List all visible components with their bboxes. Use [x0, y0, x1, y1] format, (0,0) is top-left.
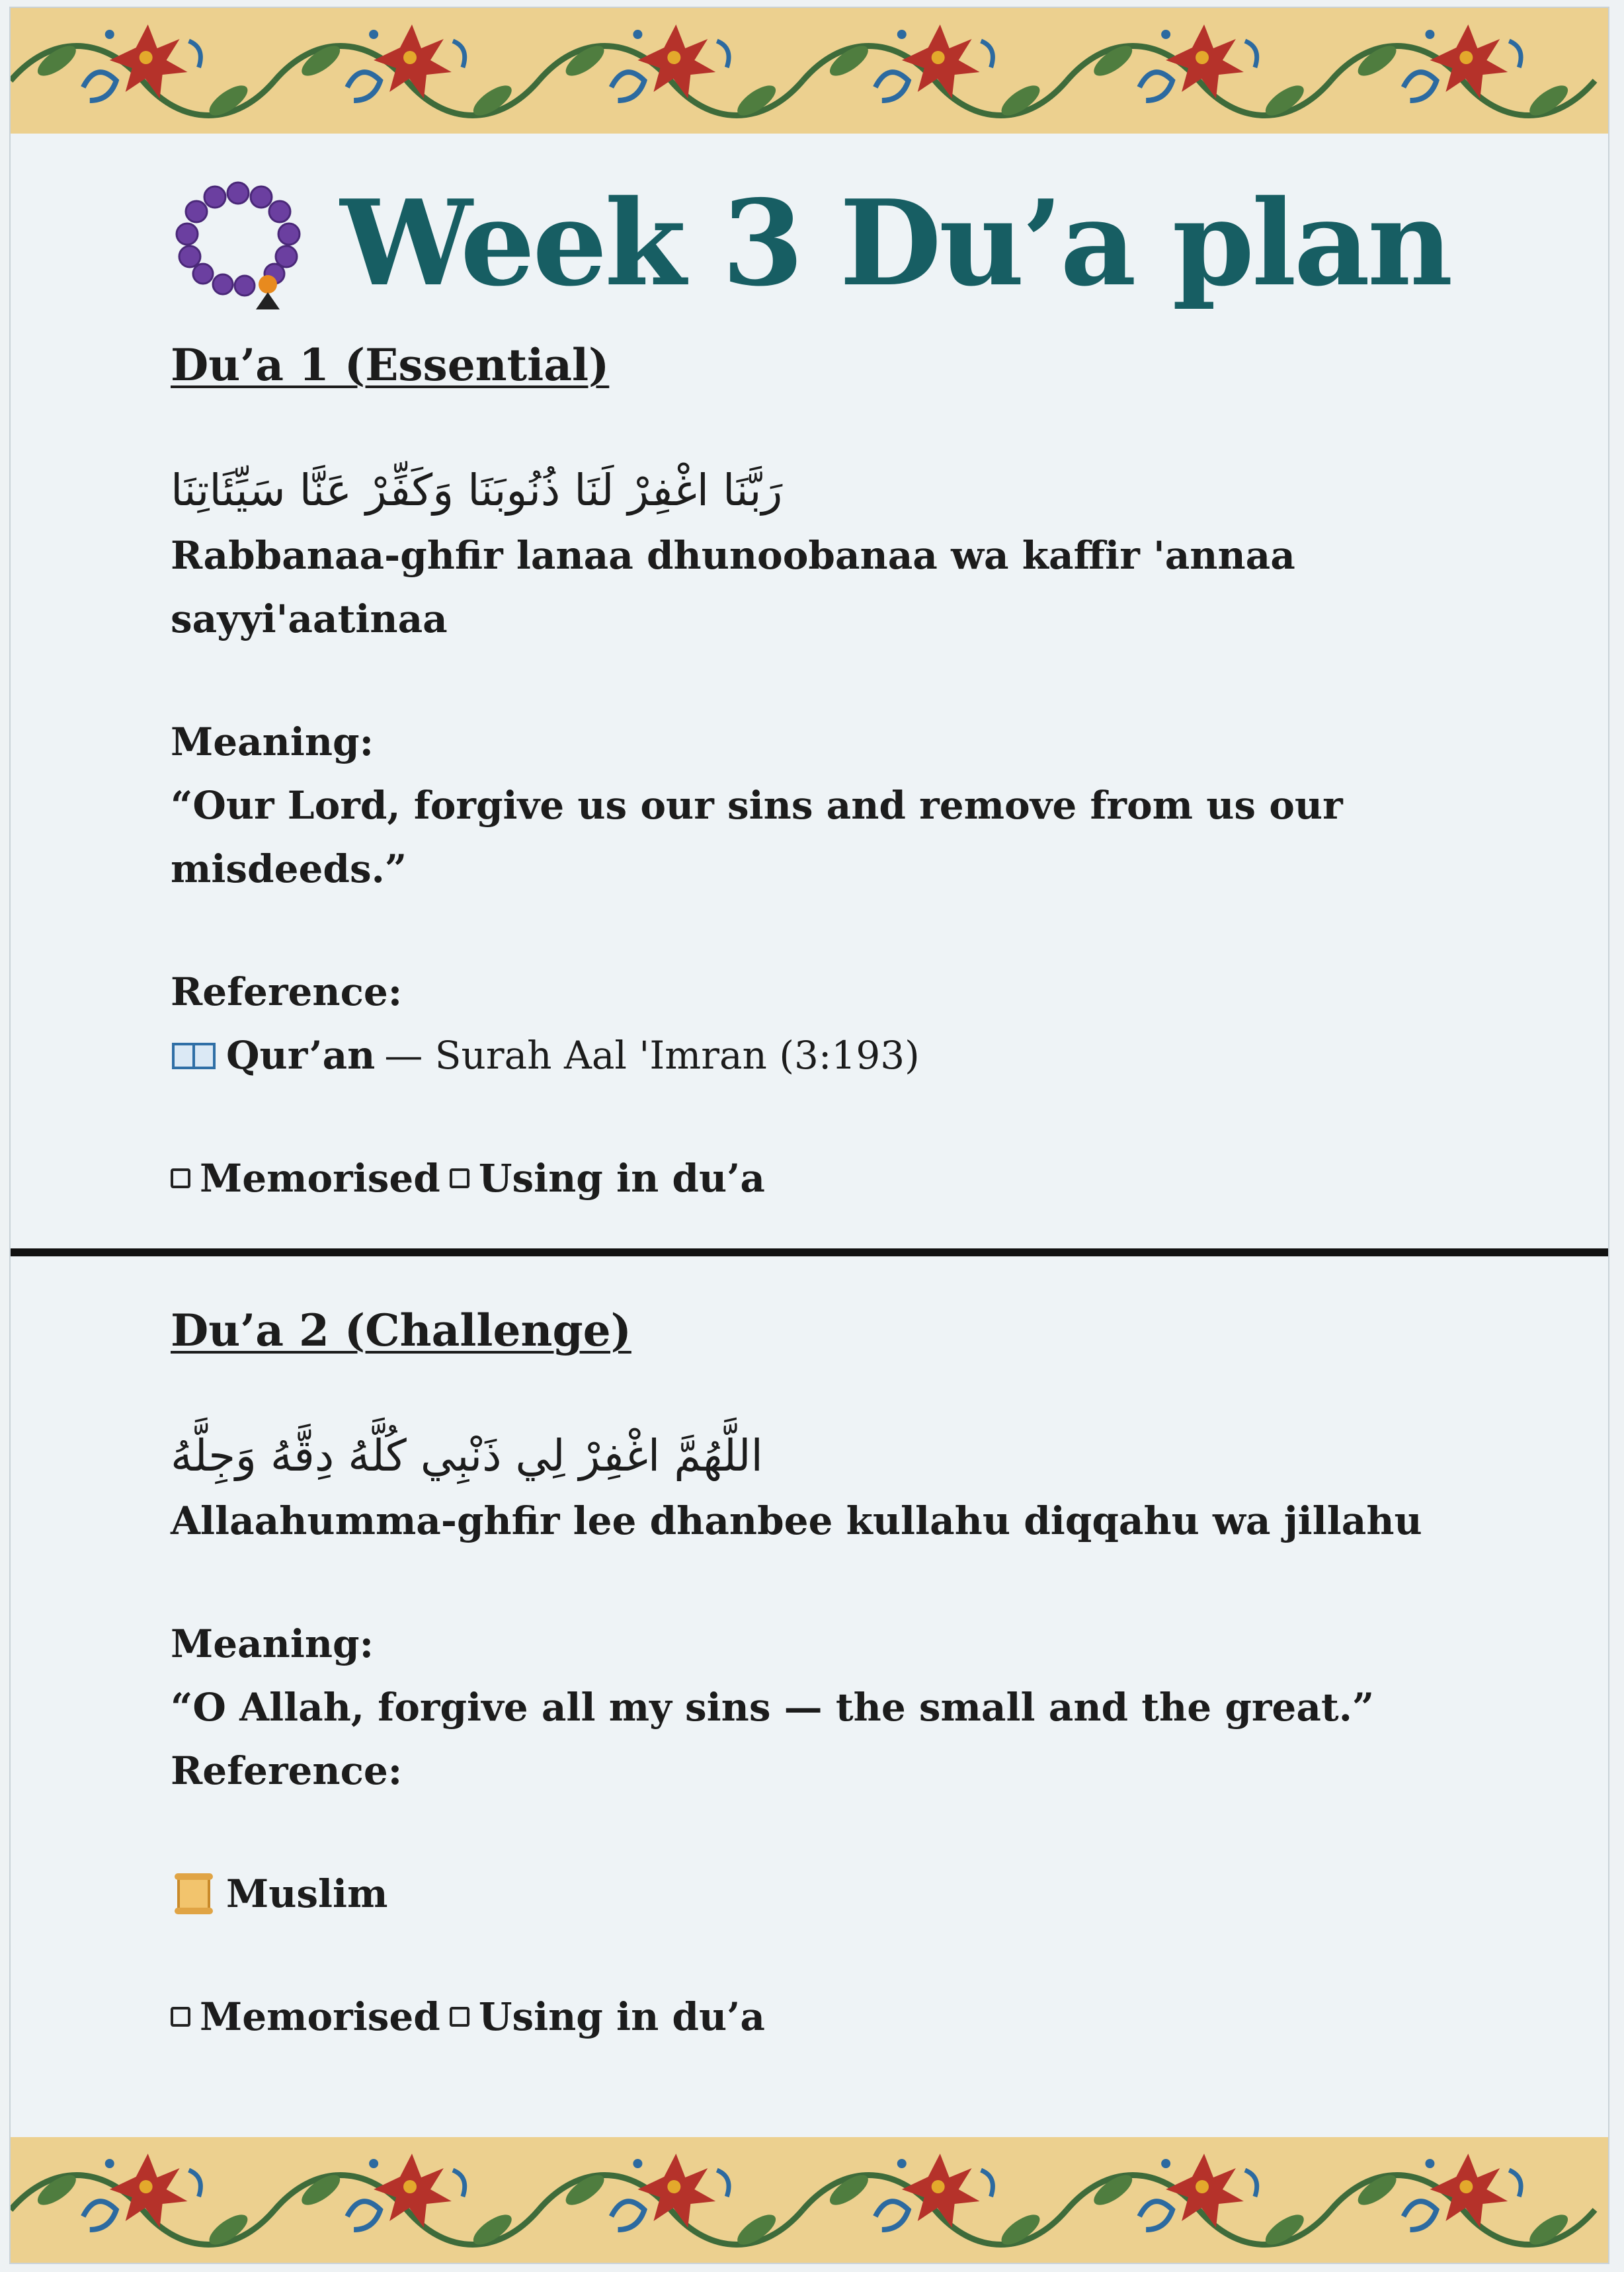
- dua-1-section: [171, 332, 1467, 1210]
- dua-1-reference-label: Reference:: [171, 969, 403, 1014]
- using-in-dua-checkbox[interactable]: [450, 1168, 469, 1188]
- scroll-icon: [171, 1872, 217, 1916]
- dua-2-meaning: “O Allah, forgive all my sins — the small and the great.”: [171, 1685, 1375, 1730]
- floral-border-top: [11, 8, 1608, 134]
- dua-2-heading: Du’a 2 (Challenge): [171, 1305, 631, 1356]
- dua-1-checklist: [171, 1147, 1467, 1210]
- title-row: [11, 167, 1608, 319]
- using-in-dua-label: Using in du’a: [478, 1994, 765, 2039]
- using-in-dua-label: Using in du’a: [478, 1156, 765, 1201]
- memorised-label: Memorised: [200, 1156, 440, 1201]
- prayer-beads-icon: [169, 173, 307, 312]
- floral-border-bottom: [11, 2137, 1608, 2263]
- dua-1-reference-source: Qur’an: [226, 1033, 376, 1078]
- plan-page: [9, 7, 1609, 2264]
- dua-1-reference-detail: — Surah Aal 'Imran (3:193): [384, 1033, 920, 1078]
- dua-1-reference: [171, 1024, 1467, 1087]
- memorised-label: Memorised: [200, 1994, 440, 2039]
- dua-2-reference-label: Reference:: [171, 1748, 403, 1793]
- memorised-checkbox[interactable]: [171, 1168, 190, 1188]
- open-book-icon: [171, 1039, 217, 1072]
- dua-2-checklist: [171, 1985, 1467, 2049]
- dua-1-meaning: “Our Lord, forgive us our sins and remove from us our misdeeds.”: [171, 783, 1343, 891]
- dua-2-meaning-label: Meaning:: [171, 1621, 374, 1666]
- dua-2-reference-source: Muslim: [226, 1871, 388, 1916]
- page-title: Week 3 Du’a plan: [340, 173, 1451, 312]
- dua-2-transliteration: Allaahumma-ghfir lee dhanbee kullahu diqqahu wa jillahu: [171, 1498, 1422, 1543]
- dua-1-meaning-label: Meaning:: [171, 719, 374, 764]
- section-divider: [11, 1248, 1608, 1256]
- memorised-checkbox[interactable]: [171, 2007, 190, 2027]
- dua-1-arabic: رَبَّنَا اغْفِرْ لَنَا ذُنُوبَنَا وَكَفِّرْ عَنَّا سَيِّئَاتِنَا: [171, 465, 783, 516]
- using-in-dua-checkbox[interactable]: [450, 2007, 469, 2027]
- dua-2-reference: [171, 1862, 1467, 1926]
- dua-1-transliteration: Rabbanaa-ghfir lanaa dhunoobanaa wa kaffir 'annaa sayyi'aatinaa: [171, 533, 1295, 641]
- dua-1-heading: Du’a 1 (Essential): [171, 339, 610, 391]
- dua-2-section: [171, 1297, 1467, 2049]
- dua-2-arabic: اللَّهُمَّ اغْفِرْ لِي ذَنْبِي كُلَّهُ دِقَّهُ وَجِلَّهُ: [171, 1430, 763, 1481]
